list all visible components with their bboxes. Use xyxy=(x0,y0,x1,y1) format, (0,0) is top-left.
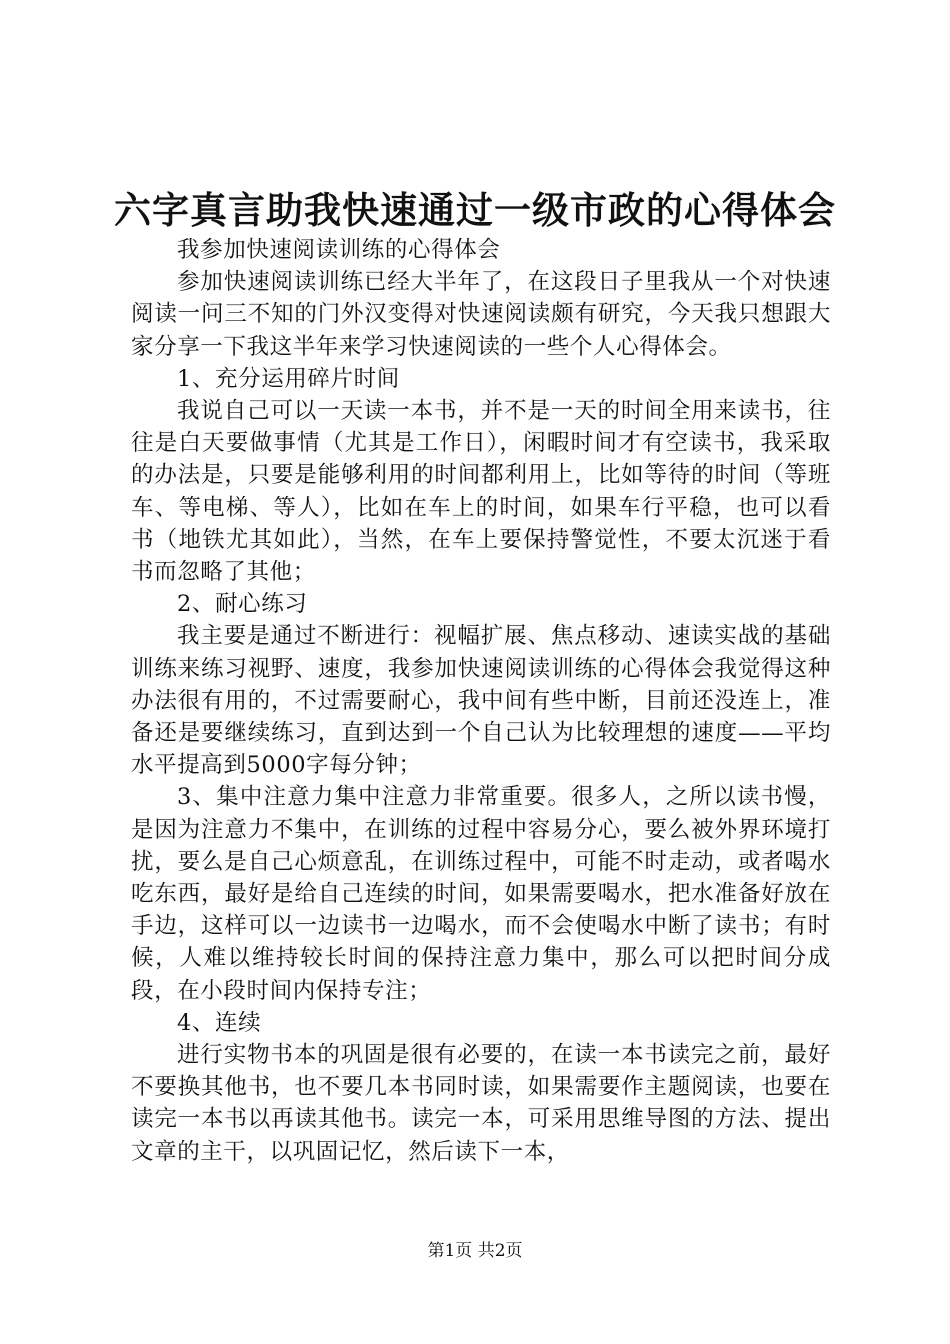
paragraph-section-3: 3、集中注意力集中注意力非常重要。很多人，之所以读书慢，是因为注意力不集中，在训练的过程中容易分心，要么被外界环境打扰，要么是自己心烦意乱，在训练过程中，可能不时走动，或者喝水吃东西，最好是给自己连续的时间，如果需要喝水，把水准备好放在手边，这样可以一边读书一边喝水，而不会使喝水中断了读书；有时候，人难以维持较长时间的保持注意力集中，那么可以把时间分成段，在小段时间内保持专注； xyxy=(131,784,831,1004)
document-body xyxy=(131,234,831,1168)
section-heading-2: 2、耐心练习 xyxy=(177,591,308,618)
paragraph-intro: 参加快速阅读训练已经大半年了，在这段日子里我从一个对快速阅读一问三不知的门外汉变得对快速阅读颇有研究，今天我只想跟大家分享一下我这半年来学习快速阅读的一些个人心得体会。 xyxy=(131,269,831,360)
paragraph-section-4: 进行实物书本的巩固是很有必要的，在读一本书读完之前，最好不要换其他书，也不要几本书同时读，如果需要作主题阅读，也要在读完一本书以再读其他书。读完一本，可采用思维导图的方法、提出文章的主干，以巩固记忆，然后读下一本， xyxy=(131,1042,831,1165)
paragraph-section-2: 我主要是通过不断进行：视幅扩展、焦点移动、速读实战的基础训练来练习视野、速度，我参加快速阅读训练的心得体会我觉得这种办法很有用的，不过需要耐心，我中间有些中断，目前还没连上，准备还是要继续练习，直到达到一个自己认为比较理想的速度——平均水平提高到5000字每分钟； xyxy=(131,623,831,779)
paragraph-subtitle: 我参加快速阅读训练的心得体会 xyxy=(177,237,501,263)
paragraph-section-1: 我说自己可以一天读一本书，并不是一天的时间全用来读书，往往是白天要做事情（尤其是工作日），闲暇时间才有空读书，我采取的办法是，只要是能够利用的时间都利用上，比如等待的时间（等班车、等电梯、等人），比如在车上的时间，如果车行平稳，也可以看书（地铁尤其如此），当然，在车上要保持警觉性，不要太沉迷于看书而忽略了其他； xyxy=(131,398,831,586)
page-footer: 第1页 共2页 xyxy=(427,1241,523,1261)
section-heading-1: 1、充分运用碎片时间 xyxy=(177,365,400,392)
document-title: 六字真言助我快速通过一级市政的心得体会 xyxy=(114,188,836,232)
section-heading-4: 4、连续 xyxy=(177,1009,262,1036)
